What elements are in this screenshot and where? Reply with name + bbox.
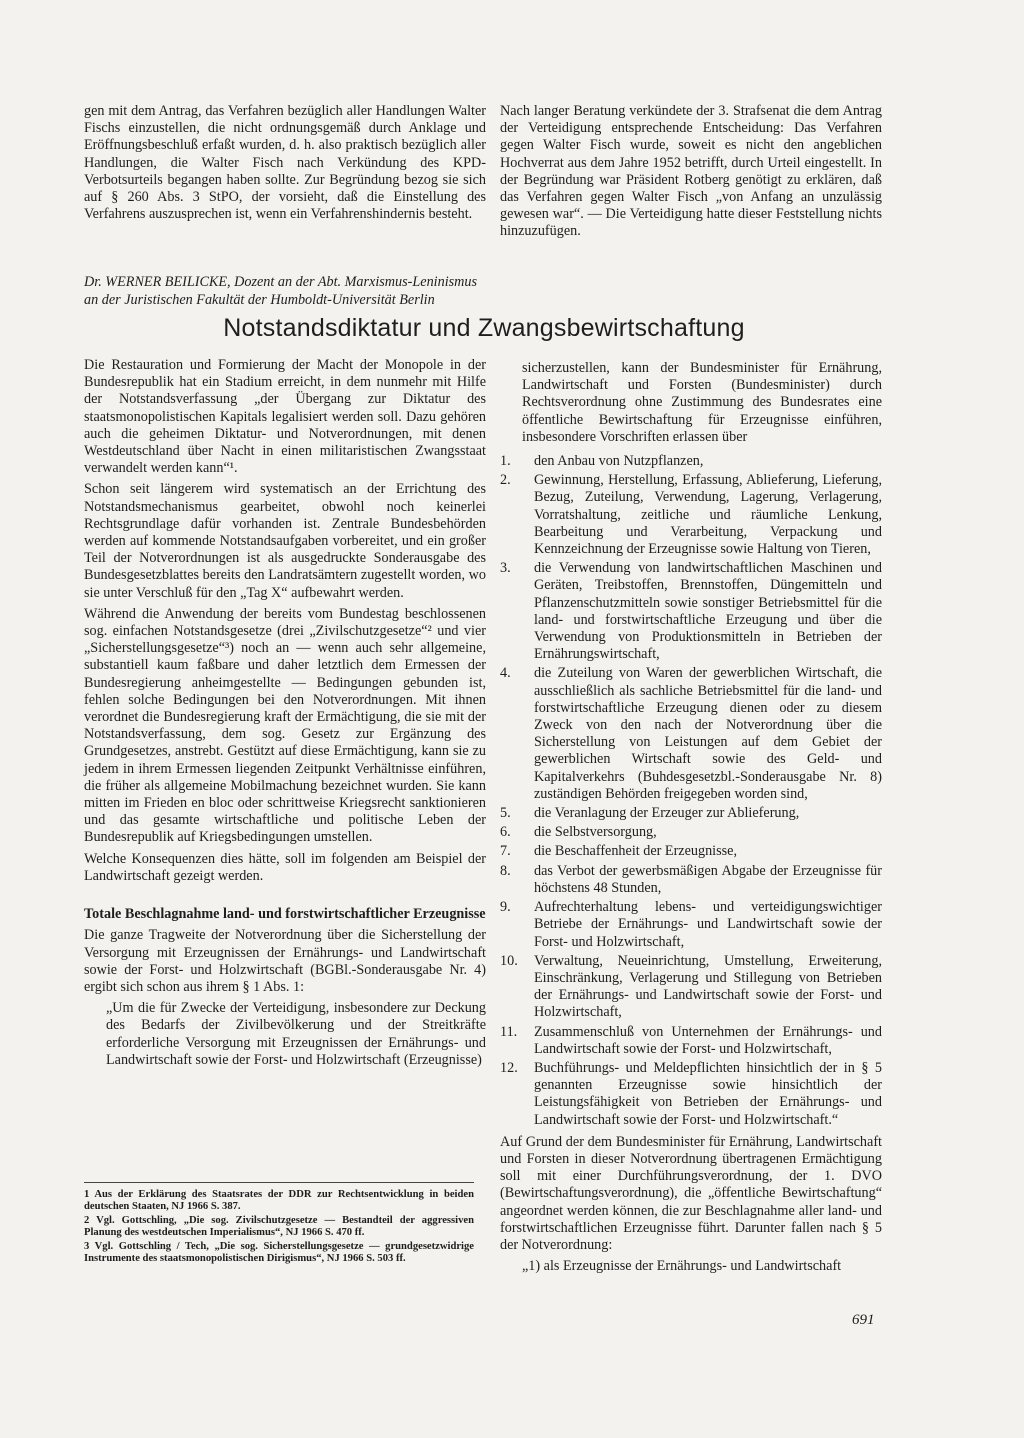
list-item-text: die Selbstversorgung, xyxy=(534,824,657,841)
article-paragraph: Die Restauration und Formierung der Macht der Monopole in der Bundesrepublik hat ein Stadium erreicht, in dem nunmehr mit Hilfe der Notstandsverfassung „der Übergang zur Diktatur des staatsmonopolistischen Kapitals legalisiert werden soll. Dazu gehören auch die geheimen Diktatur- und Notverordnungen, mit denen Westdeutschland über Nacht in einen militaristischen Zwangsstaat verwandelt werden kann“¹. xyxy=(84,357,486,477)
list-item-number: 4. xyxy=(500,665,511,682)
list-item-number: 5. xyxy=(500,805,511,822)
footnotes xyxy=(84,1182,474,1268)
article-paragraph: Die ganze Tragweite der Notverordnung über die Sicherstellung der Versorgung mit Erzeugnissen der Ernährungs- und Landwirtschaft sowie der Forst- und Holzwirtschaft (BGBl.-Sonderausgabe Nr. 4) ergibt sich schon aus ihrem § 1 Abs. 1: xyxy=(84,927,486,995)
list-item-text: die Veranlagung der Erzeuger zur Ablieferung, xyxy=(534,805,800,822)
list-item-number: 9. xyxy=(500,899,511,916)
continuation-right-paragraph: Nach langer Beratung verkündete der 3. Strafsenat die dem Antrag der Verteidigung entsprechende Entscheidung: Das Verfahren gegen Walter Fisch wurde, soweit es nicht den angeblichen Hochverrat aus dem Jahre 1952 betrifft, durch Urteil eingestellt. In der Begründung war Präsident Rotberg genötigt zu erklären, daß das Verfahren gegen Walter Fisch „von Anfang an unzulässig gewesen war“. — Die Verteidigung hatte dieser Feststellung nichts hinzuzufügen. xyxy=(500,103,882,240)
article-paragraph: Schon seit längerem wird systematisch an der Errichtung des Notstandsmechanismus gearbeitet, obwohl noch keinerlei Rechtsgrundlage dafür vorhanden ist. Zentrale Bundesbehörden werden auf kommende Notstandsaufgaben vorbereitet, und ein großer Teil der Notverordnungen ist als ausgedruckte Sonderausgabe des Bundesgesetzblattes bereits den Landratsämtern zugestellt worden, wo sie unter Verschluß für den „Tag X“ aufbewahrt werden. xyxy=(84,481,486,601)
article-paragraph: Während die Anwendung der bereits vom Bundestag beschlossenen sog. einfachen Notstandsgesetze (drei „Zivilschutzgesetze“² und vier „Sicherstellungsgesetze“³) noch an — wenn auch sehr allgemeine, substantiell kaum faßbare und daher letztlich dem Ermessen der Bundesregierung anheimgestellte — Bedingungen gebunden ist, fehlen solche Bedingungen bei den Notverordnungen. Mit ihnen verordnet die Bundesregierung kraft der Ermächtigung, die sie mit der Notstandsverfassung, dem sog. Gesetz zur Ergänzung des Grundgesetzes, anstrebt. Gestützt auf diese Ermächtigung, kann sie zu jedem in ihrem Ermessen liegenden Zeitpunkt Verhältnisse einführen, die früher als allgemeine Mobilmachung bezeichnet wurden. Sie kann mitten im Frieden en bloc oder schrittweise Kriegsrecht sanktionieren und das gesamte wirtschaftliche und politische Leben der Bundesrepublik auf Kriegsbedingungen umstellen. xyxy=(84,605,486,846)
list-item-text: die Beschaffenheit der Erzeugnisse, xyxy=(534,843,738,860)
list-item xyxy=(500,1024,882,1058)
list-item xyxy=(500,472,882,558)
article-title: Notstandsdiktatur und Zwangsbewirtschaftung xyxy=(223,314,745,342)
list-item-number: 12. xyxy=(500,1059,518,1076)
list-item-text: Zusammenschluß von Unternehmen der Ernährungs- und Landwirtschaft sowie der Forst- und Holzwirtschaft, xyxy=(534,1023,882,1057)
author-line-2: an der Juristischen Fakultät der Humboldt-Universität Berlin xyxy=(84,292,435,308)
list-item xyxy=(500,843,882,860)
author-byline xyxy=(84,273,884,309)
list-item-number: 1. xyxy=(500,453,511,470)
list-item-text: den Anbau von Nutzpflanzen, xyxy=(534,453,704,470)
list-item-text: Aufrechterhaltung lebens- und verteidigungswichtiger Betriebe der Ernährungs- und Landwirtschaft sowie der Forst- und Holzwirtschaft, xyxy=(534,899,882,950)
list-item xyxy=(500,1060,882,1129)
list-item-number: 3. xyxy=(500,560,511,577)
list-item-text: die Verwendung von landwirtschaftlichen Maschinen und Geräten, Treibstoffen, Brennstoffen, Düngemitteln und Pflanzenschutzmitteln sowie sonstiger Betriebsmittel für die land- und forstwirtschaftliche Erzeugung und über die Verwendung von Produktionsmitteln in Betrieben der Ernährungswirtschaft, xyxy=(534,560,882,663)
continuation-left-paragraph: gen mit dem Antrag, das Verfahren bezüglich aller Handlungen Walter Fischs einzustellen, die nicht ordnungsgemäß durch Anklage und Eröffnungsbeschluß erfaßt wurden, d. h. also praktisch bezüglich aller Handlungen, die Walter Fisch nach Verkündung des KPD-Verbotsurteils begangen haben sollte. Zur Begründung bezog sie sich auf § 260 Abs. 3 StPO, der vorsieht, daß die Einstellung des Verfahrens auszusprechen ist, wenn ein Verfahrenshindernis besteht. xyxy=(84,103,486,223)
continuation-left-column xyxy=(84,103,486,223)
article-paragraph: Auf Grund der dem Bundesminister für Ernährung, Landwirtschaft und Forsten in dieser Notverordnung übertragenen Ermächtigung soll mit einer Durchführungsverordnung, der 1. DVO (Bewirtschaftungsverordnung), die „öffentliche Bewirtschaftung“ angeordnet werden können, die zur Beschlagnahme aller land- und forstwirtschaftlichen Erzeugnisse führt. Darunter fallen nach § 5 der Notverordnung: xyxy=(500,1133,882,1253)
list-item-text: Gewinnung, Herstellung, Erfassung, Ablieferung, Lieferung, Bezug, Zuteilung, Verwendung, Lagerung, Verlagerung, Vorratshaltung, zeitliche und räumliche Lenkung, Bearbeitung und Verarbeitung, Verpackung und Kennzeichnung der Erzeugnisse sowie Haltung von Tieren, xyxy=(534,472,882,558)
section-subheading: Totale Beschlagnahme land- und forstwirtschaftlicher Erzeugnisse xyxy=(84,906,486,923)
list-item xyxy=(500,824,882,841)
list-item-text: das Verbot der gewerbsmäßigen Abgabe der Erzeugnisse für höchstens 48 Stunden, xyxy=(534,862,882,896)
list-item xyxy=(500,453,882,470)
article-paragraph: Welche Konsequenzen dies hätte, soll im folgenden am Beispiel der Landwirtschaft gezeigt werden. xyxy=(84,850,486,884)
list-item-number: 6. xyxy=(500,824,511,841)
list-item-number: 2. xyxy=(500,472,511,489)
enumerated-list xyxy=(500,453,882,1129)
quote-continuation: sicherzustellen, kann der Bundesminister für Ernährung, Landwirtschaft und Forsten (Bundesminister) durch Rechtsverordnung ohne Zustimmung des Bundesrates eine öffentliche Bewirtschaftung für Erzeugnisse einführen, insbesondere Vorschriften erlassen über xyxy=(522,360,882,445)
list-item-number: 11. xyxy=(500,1023,518,1040)
list-item-number: 10. xyxy=(500,952,518,969)
continuation-right-column xyxy=(500,103,882,241)
article-left-column xyxy=(84,357,486,1069)
footnote: 1 Aus der Erklärung des Staatsrates der DDR zur Rechtsentwicklung in beiden deutschen Staaten, NJ 1966 S. 387. xyxy=(84,1189,474,1212)
footnote: 3 Vgl. Gottschling / Tech, „Die sog. Sicherstellungsgesetze — grundgesetzwidrige Instrumente des staatsmonopolistischen Dirigismus“, NJ 1966 S. 503 ff. xyxy=(84,1241,474,1264)
list-item-number: 8. xyxy=(500,862,511,879)
page-number: 691 xyxy=(852,1312,875,1328)
quote-paragraph: „Um die für Zwecke der Verteidigung, insbesondere zur Deckung des Bedarfs der Zivilbevölkerung und der Streitkräfte erforderliche Versorgung mit Erzeugnissen der Ernährungs- und Landwirtschaft sowie der Forst- und Holzwirtschaft (Erzeugnisse) xyxy=(106,1000,486,1068)
list-item-text: Verwaltung, Neueinrichtung, Umstellung, Erweiterung, Einschränkung, Verlagerung und Stillegung von Betrieben der Ernährungs- und Landwirtschaft sowie der Forst- und Holzwirtschaft, xyxy=(534,952,882,1021)
list-item xyxy=(500,805,882,822)
author-line-1: Dr. WERNER BEILICKE, Dozent an der Abt. Marxismus-Leninismus xyxy=(84,274,478,290)
list-item-number: 7. xyxy=(500,843,511,860)
article-right-column xyxy=(500,357,882,1275)
footnote: 2 Vgl. Gottschling, „Die sog. Zivilschutzgesetze — Bestandteil der aggressiven Planung des westdeutschen Imperialismus“, NJ 1966 S. 470 ff. xyxy=(84,1215,474,1238)
list-item-text: die Zuteilung von Waren der gewerblichen Wirtschaft, die ausschließlich als sachliche Betriebsmittel für die land- und forstwirtschaftliche Erzeugung dienen oder zu diesem Zweck von den nach der Notverordnung über die Sicherstellung von Leistungen auf dem Gebiet der gewerblichen Wirtschaft sowie des Geld- und Kapitalverkehrs (Buhdesgesetzbl.-Sonderausgabe Nr. 8) zuständigen Behörden freigegeben worden sind, xyxy=(534,665,882,802)
list-item xyxy=(500,863,882,897)
list-item xyxy=(500,665,882,803)
list-item-text: Buchführungs- und Meldepflichten hinsichtlich der in § 5 genannten Erzeugnisse sowie hinsichtlich der Leistungsfähigkeit von Betrieben der Ernährungs- und Landwirtschaft sowie der Forst- und Holzwirtschaft.“ xyxy=(534,1059,882,1128)
list-item xyxy=(500,899,882,951)
list-item xyxy=(500,953,882,1022)
final-quote: „1) als Erzeugnisse der Ernährungs- und Landwirtschaft xyxy=(522,1258,842,1275)
list-item xyxy=(500,560,882,663)
